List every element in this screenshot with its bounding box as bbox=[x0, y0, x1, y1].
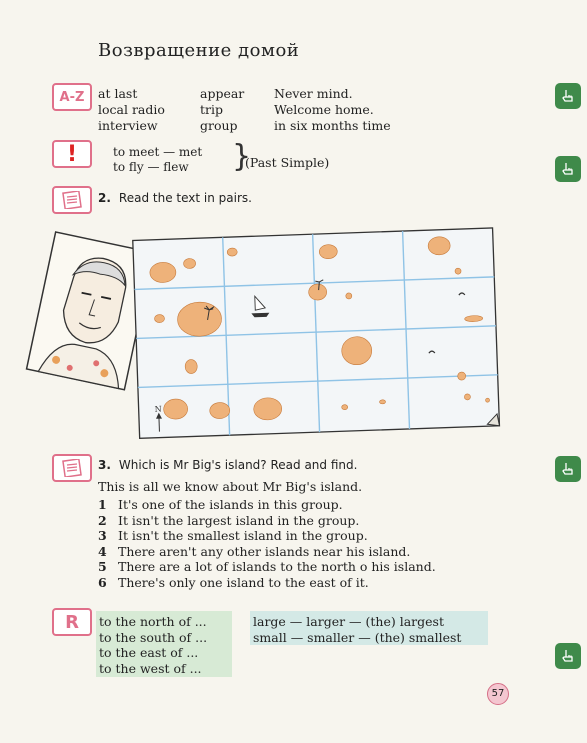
vocab-item: local radio bbox=[98, 102, 165, 117]
reference-badge bbox=[52, 608, 92, 636]
vocabulary-badge bbox=[52, 83, 92, 111]
compass-label: N bbox=[154, 404, 162, 414]
clue-item bbox=[98, 544, 458, 560]
brace-icon: } bbox=[232, 139, 252, 174]
reference-line: to the east of ... bbox=[99, 645, 199, 660]
vocab-item: Welcome home. bbox=[274, 102, 374, 117]
vocab-column-1 bbox=[98, 86, 165, 134]
vocab-item: Never mind. bbox=[274, 86, 353, 101]
clue-number: 1 bbox=[98, 497, 107, 512]
vocab-item: appear bbox=[200, 86, 245, 101]
vocab-column-3 bbox=[274, 86, 391, 134]
pointing-hand-icon bbox=[560, 88, 576, 104]
clue-text: It's one of the islands in this group. bbox=[118, 497, 343, 512]
pointing-hand-icon bbox=[560, 461, 576, 477]
audio-hand-button[interactable] bbox=[555, 643, 581, 669]
clue-number: 5 bbox=[98, 559, 107, 574]
reference-line: large — larger — (the) largest bbox=[253, 614, 444, 629]
r-icon: R bbox=[65, 611, 79, 633]
grammar-badge bbox=[52, 140, 92, 168]
notebook-icon bbox=[61, 459, 83, 477]
clue-number: 3 bbox=[98, 528, 107, 543]
pointing-hand-icon bbox=[560, 161, 576, 177]
reference-line: to the north of ... bbox=[99, 614, 207, 629]
verb-forms bbox=[113, 145, 202, 175]
task-instruction: Read the text in pairs. bbox=[118, 191, 252, 205]
reference-line: to the south of ... bbox=[99, 629, 208, 645]
map-illustration bbox=[20, 220, 510, 442]
clue-list bbox=[98, 497, 458, 590]
exclamation-icon: ! bbox=[66, 141, 78, 167]
clue-item bbox=[98, 528, 458, 544]
pointing-hand-icon bbox=[560, 648, 576, 664]
clue-number: 6 bbox=[98, 574, 107, 590]
clue-text: There are a lot of islands to the north o his island. bbox=[118, 559, 436, 574]
comparatives-reference bbox=[250, 611, 488, 645]
vocab-column-2 bbox=[200, 86, 244, 134]
verb-form-line: to meet — met bbox=[113, 145, 203, 159]
task-badge bbox=[52, 186, 92, 214]
clue-text: There's only one island to the east of it. bbox=[118, 574, 369, 590]
notebook-icon bbox=[61, 191, 83, 209]
directions-reference bbox=[96, 611, 232, 677]
clue-item bbox=[98, 513, 458, 529]
task-badge bbox=[52, 454, 92, 482]
audio-hand-button[interactable] bbox=[555, 156, 581, 182]
clue-item bbox=[98, 559, 458, 575]
vocab-item: group bbox=[200, 118, 238, 133]
az-icon: A-Z bbox=[59, 89, 85, 105]
vocab-item: trip bbox=[200, 102, 223, 117]
clue-item bbox=[98, 575, 458, 591]
page-number: 57 bbox=[487, 683, 509, 705]
task-number: 2. bbox=[98, 191, 111, 205]
task-number: 3. bbox=[98, 458, 111, 472]
clue-item bbox=[98, 497, 458, 513]
verb-form-line: to fly — flew bbox=[113, 160, 189, 174]
vocab-item: at last bbox=[98, 86, 138, 101]
vocab-item: interview bbox=[98, 118, 158, 133]
task-2 bbox=[98, 191, 252, 205]
treasure-map bbox=[133, 228, 500, 438]
tense-label: (Past Simple) bbox=[245, 155, 330, 170]
clue-text: There aren't any other islands near his island. bbox=[118, 543, 411, 559]
clue-text: It isn't the smallest island in the group. bbox=[118, 528, 368, 543]
clue-intro: This is all we know about Mr Big's island. bbox=[98, 479, 363, 494]
clue-number: 4 bbox=[98, 543, 107, 559]
audio-hand-button[interactable] bbox=[555, 456, 581, 482]
clue-number: 2 bbox=[98, 512, 107, 528]
reference-line: small — smaller — (the) smallest bbox=[253, 629, 462, 645]
task-instruction: Which is Mr Big's island? Read and find. bbox=[118, 458, 358, 472]
reference-line: to the west of ... bbox=[99, 660, 202, 676]
task-3 bbox=[98, 458, 357, 472]
vocab-item: in six months time bbox=[274, 118, 391, 133]
clue-text: It isn't the largest island in the group. bbox=[118, 512, 360, 528]
audio-hand-button[interactable] bbox=[555, 83, 581, 109]
page-title: Возвращение домой bbox=[98, 40, 300, 61]
